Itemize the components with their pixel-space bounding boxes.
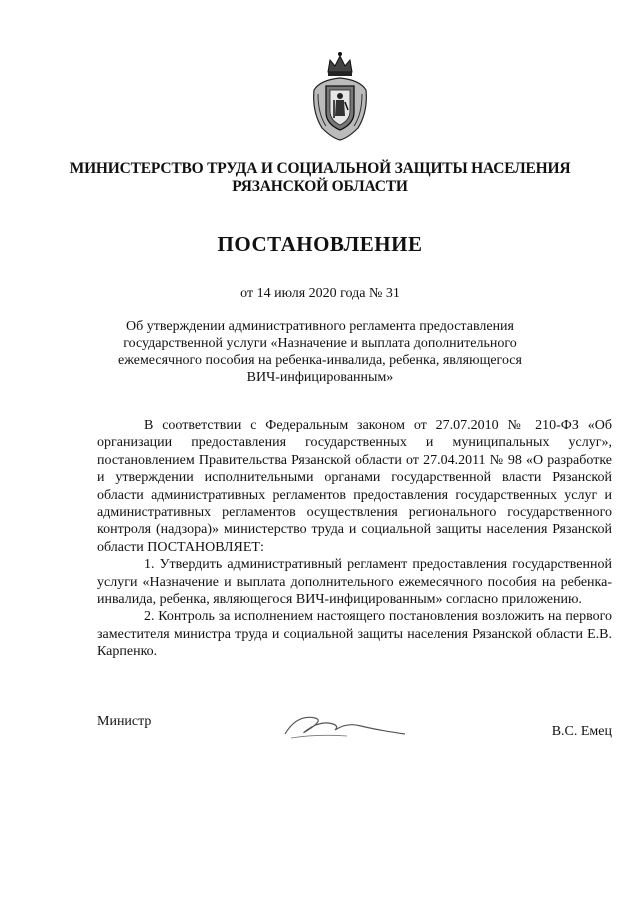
body-preamble: В соответствии с Федеральным законом от 27.07.2010 № 210-ФЗ «Об организации предоставления государственных и муниципальных услуг», постановлением Правительства Рязанской области от 27.04.2011 № 98 «О разработке и утверждении исполнительными органами государственной власти Рязанской области административных регламентов предоставления государственных услуг и административных регламентов осуществления регионального государственного контроля (надзора)» министерство труда и социальной защиты населения Рязанской области ПОСТАНОВЛЯЕТ: — [97, 418, 612, 555]
body-item-2: 2. Контроль за исполнением настоящего постановления возложить на первого заместителя министра труда и социальной защиты населения Рязанской области Е.В. Карпенко. — [97, 609, 612, 660]
document-subject: Об утверждении административного регламента предоставления государственной услуги «Назначение и выплата дополнительного ежемесячного пособия на ребенка-инвалида, ребенка, являющегося ВИЧ-инфицированным» — [118, 319, 522, 385]
signer-title: Министр — [97, 714, 152, 729]
handwritten-signature-icon — [277, 708, 417, 744]
document-date-number: от 14 июля 2020 года № 31 — [240, 286, 400, 301]
document-type-title: ПОСТАНОВЛЕНИЕ — [217, 232, 423, 256]
ministry-name-line2: РЯЗАНСКОЙ ОБЛАСТИ — [232, 178, 408, 195]
document-body — [97, 417, 612, 661]
coat-of-arms-icon — [308, 50, 372, 142]
signer-name: В.С. Емец — [551, 724, 612, 739]
ministry-name-line1: МИНИСТЕРСТВО ТРУДА И СОЦИАЛЬНОЙ ЗАЩИТЫ НАСЕЛЕНИЯ — [69, 160, 571, 177]
body-item-1: 1. Утвердить административный регламент предоставления государственной услуги «Назначение и выплата дополнительного ежемесячного пособия на ребенка-инвалида, ребенка, являющегося ВИЧ-инфицированным» согласно приложению. — [97, 557, 612, 608]
ministry-name — [60, 160, 580, 196]
signature-block — [97, 708, 612, 768]
